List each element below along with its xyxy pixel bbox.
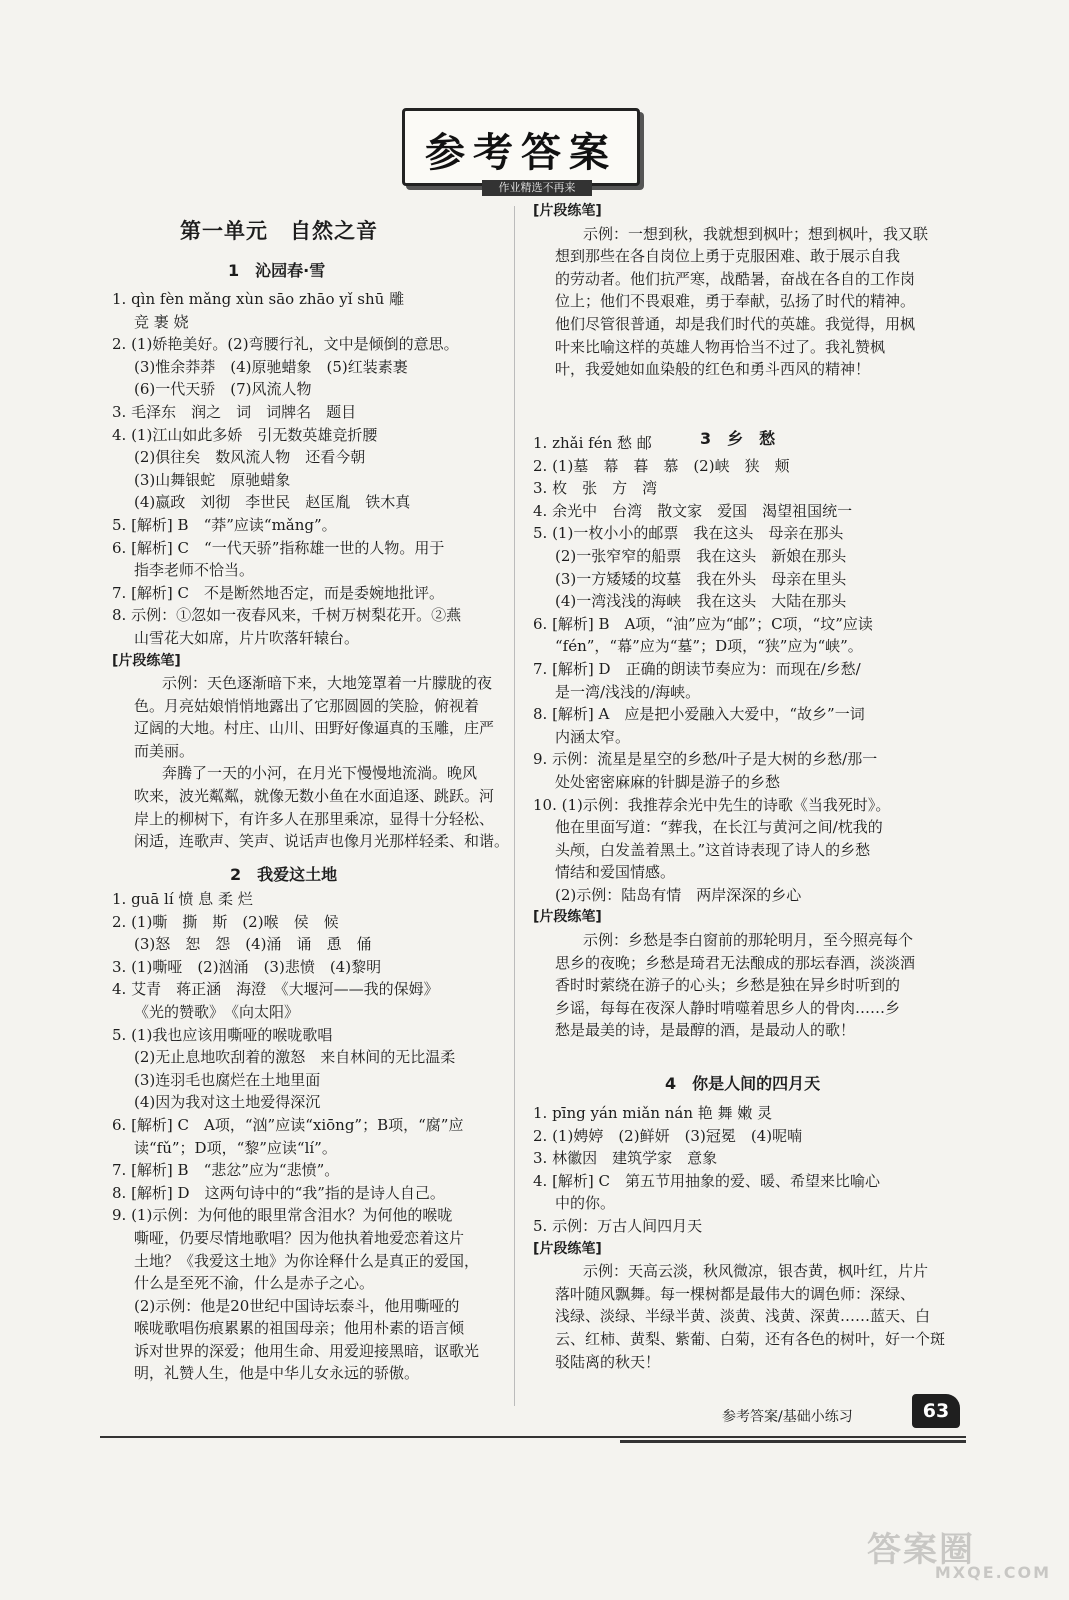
lesson4-line: 5. 示例：万古人间四月天 [533, 1216, 703, 1235]
lesson3-line: (4)一湾浅浅的海峡 我在这头 大陆在那头 [555, 592, 847, 611]
lesson4-line: 驳陆离的秋天！ [555, 1352, 661, 1371]
lesson4-title: 4 你是人间的四月天 [665, 1074, 821, 1093]
page-title: 参考答案 [425, 130, 617, 176]
lesson3-line: 他在里面写道：“葬我，在长江与黄河之间/枕我的 [555, 818, 883, 837]
lesson2-line: 嘶哑，仍要尽情地歌唱？因为他执着地爱恋着这片 [134, 1228, 465, 1247]
lesson3-line: 示例：乡愁是李白窗前的那轮明月，至今照亮每个 [583, 931, 914, 950]
lesson4-line: 示例：天高云淡，秋风微凉，银杏黄，枫叶红，片片 [583, 1262, 929, 1281]
lesson1-line: 色。月亮姑娘悄悄地露出了它那圆圆的笑脸，俯视着 [134, 696, 480, 715]
lesson2-line: 明，礼赞人生，他是中华儿女永远的骄傲。 [134, 1364, 420, 1383]
lesson3-line: 乡谣，每每在夜深人静时啃噬着思乡人的骨肉……乡 [555, 998, 901, 1017]
column-divider [514, 206, 515, 1406]
lesson4-line: 中的你。 [555, 1194, 616, 1213]
lesson1-line: 指李老师不恰当。 [134, 561, 255, 580]
lesson4-line: 2. (1)娉婷 (2)鲜妍 (3)冠冕 (4)呢喃 [533, 1126, 803, 1145]
lesson4-answers [533, 1102, 958, 1373]
lesson3-line: 8. [解析] A 应是把小爱融入大爱中，“故乡”一词 [533, 705, 865, 724]
lesson1-line: (4)嬴政 刘彻 李世民 赵匡胤 铁木真 [134, 493, 411, 512]
lesson3-line: [片段练笔] [533, 909, 602, 926]
lesson3-line: 3. 枚 张 方 湾 [533, 479, 658, 498]
lesson1-line: 而美丽。 [134, 741, 195, 760]
lesson2-line: 什么是至死不渝，什么是赤子之心。 [134, 1274, 375, 1293]
lesson3-line: (2)一张窄窄的船票 我在这头 新娘在那头 [555, 546, 847, 565]
lesson1-line: 3. 毛泽东 润之 词 词牌名 题目 [112, 402, 357, 421]
lesson1-line: 6. [解析] C “一代天骄”指称雄一世的人物。用于 [112, 538, 445, 557]
lesson1-line: 闲适，连歌声、笑声、说话声也像月光那样轻柔、和谐。 [134, 832, 510, 851]
lesson3-line: 愁是最美的诗，是最醇的酒，是最动人的歌！ [555, 1021, 856, 1040]
header-banner [402, 108, 638, 192]
right_intro-line: 示例：一想到秋，我就想到枫叶；想到枫叶，我又联 [583, 224, 929, 243]
lesson2-line: 喉咙歌唱伤痕累累的祖国母亲；他用朴素的语言倾 [134, 1319, 465, 1338]
lesson4-line: 落叶随风飘舞。每一棵树都是最伟大的调色师：深绿、 [555, 1284, 916, 1303]
lesson4-line: 云、红柿、黄梨、紫葡、白菊，还有各色的树叶，好一个斑 [555, 1329, 946, 1348]
lesson2-line: 读“fǔ”；D项，“黎”应读“lí”。 [134, 1138, 337, 1157]
right_intro-line: 位上；他们不畏艰难，勇于奉献，弘扬了时代的精神。 [555, 292, 916, 311]
lesson2-line: 1. guā lí 愤 息 柔 烂 [112, 890, 253, 908]
lesson3-line: 6. [解析] B A项，“油”应为“邮”；C项，“坟”应读 [533, 614, 873, 633]
lesson4-line: 4. [解析] C 第五节用抽象的爱、暖、希望来比喻心 [533, 1171, 881, 1190]
lesson3-line: 头颅，白发盖着黑土。”这首诗表现了诗人的乡愁 [555, 840, 871, 859]
lesson1-line: 示例：天色逐渐暗下来，大地笼罩着一片朦胧的夜 [162, 674, 493, 693]
right_intro-line: 的劳动者。他们抗严寒，战酷暑，奋战在各自的工作岗 [555, 269, 916, 288]
lesson2-line: 9. (1)示例：为何他的眼里常含泪水？为何他的喉咙 [112, 1206, 453, 1225]
lesson3-line: 10. (1)示例：我推荐余光中先生的诗歌《当我死时》。 [533, 795, 891, 814]
lesson2-line: 8. [解析] D 这两句诗中的“我”指的是诗人自己。 [112, 1183, 445, 1202]
lesson1-line: (2)俱往矣 数风流人物 还看今朝 [134, 448, 366, 467]
lesson1-line: 7. [解析] C 不是断然地否定，而是委婉地批评。 [112, 583, 445, 602]
lesson1-line: 辽阔的大地。村庄、山川、田野好像逼真的玉雕，庄严 [134, 719, 495, 738]
lesson3-line: 4. 余光中 台湾 散文家 爱国 渴望祖国统一 [533, 501, 853, 520]
lesson2-line: 《光的赞歌》 《向太阳》 [134, 1002, 300, 1021]
right-intro-answers [533, 200, 958, 381]
right_intro-line: [片段练笔] [533, 203, 602, 219]
lesson1-line: 4. (1)江山如此多娇 引无数英雄竞折腰 [112, 425, 378, 444]
page-number: 63 [912, 1394, 960, 1428]
lesson2-line: (2)无止息地吹刮着的激怒 来自林间的无比温柔 [134, 1048, 456, 1067]
lesson2-line: 土地？《我爱这土地》为你诠释什么是真正的爱国， [134, 1251, 480, 1270]
lesson2-line: (3)怒 恕 怨 (4)涌 诵 恿 俑 [134, 935, 372, 954]
unit-title: 第一单元 自然之音 [180, 219, 378, 243]
watermark-site: MXQE.COM [934, 1563, 1051, 1582]
lesson3-line: 内涵太窄。 [555, 727, 631, 746]
lesson2-title: 2 我爱这土地 [230, 865, 338, 884]
footer-rule-thick [620, 1440, 966, 1443]
lesson4-line: [片段练笔] [533, 1240, 602, 1257]
lesson2-line: 4. 艾青 蒋正涵 海澄 《大堰河——我的保姆》 [112, 980, 439, 999]
lesson2-line: (2)示例：他是20世纪中国诗坛泰斗，他用嘶哑的 [134, 1296, 460, 1315]
lesson3-line: 是一湾/浅浅的/海峡。 [555, 682, 701, 701]
lesson1-line: 2. (1)娇艳美好。(2)弯腰行礼，文中是倾倒的意思。 [112, 335, 459, 354]
lesson1-line: 8. 示例：①忽如一夜春风来，千树万树梨花开。②燕 [112, 606, 462, 625]
lesson4-line: 浅绿、淡绿、半绿半黄、淡黄、浅黄、深黄……蓝天、白 [555, 1307, 931, 1326]
lesson2-line: 诉对世界的深爱；他用生命、用爱迎接黑暗，讴歌光 [134, 1341, 480, 1360]
header-subtitle: 作业精选不再来 [482, 180, 592, 196]
lesson2-line: 2. (1)嘶 撕 斯 (2)喉 侯 候 [112, 912, 339, 931]
lesson1-line: 5. [解析] B “莽”应读“mǎng”。 [112, 515, 337, 534]
lesson2-line: 7. [解析] B “悲忿”应为“悲愤”。 [112, 1161, 340, 1180]
right_intro-line: 他们尽管很普通，却是我们时代的英雄。我觉得，用枫 [555, 314, 916, 333]
lesson1-title: 1 沁园春·雪 [228, 261, 326, 280]
watermark-logo [867, 1522, 1057, 1582]
lesson1-line: 1. qìn fèn mǎng xùn sāo zhāo yǐ shū 雕 [112, 290, 405, 308]
lesson3-line: 处处密密麻麻的针脚是游子的乡愁 [555, 772, 781, 791]
header-frame [402, 108, 640, 186]
lesson1-answers [112, 288, 510, 853]
lesson3-line: 5. (1)一枚小小的邮票 我在这头 母亲在那头 [533, 524, 844, 543]
lesson3-line: “fén”，“幕”应为“墓”；D项，“狭”应为“峡”。 [555, 637, 863, 656]
lesson3-line: (2)示例：陆岛有情 两岸深深的乡心 [555, 885, 802, 904]
lesson3-line: 7. [解析] D 正确的朗读节奏应为：而现在/乡愁/ [533, 659, 861, 678]
lesson1-line: 竞 裹 娆 [134, 312, 189, 331]
watermark-brand: 答案圈 [867, 1530, 975, 1570]
lesson1-line: (3)惟余莽莽 (4)原驰蜡象 (5)红装素裹 [134, 357, 408, 376]
lesson1-line: 奔腾了一天的小河，在月光下慢慢地流淌。晚风 [162, 764, 478, 783]
right_intro-line: 想到那些在各自岗位上勇于克服困难、敢于展示自我 [555, 247, 901, 266]
lesson1-line: (3)山舞银蛇 原驰蜡象 [134, 470, 291, 489]
lesson3-line: 1. zhǎi fén 愁 邮 [533, 434, 652, 452]
lesson3-line: 情结和爱国情感。 [555, 863, 676, 882]
lesson1-line: 岸上的柳树下，有许多人在那里乘凉，显得十分轻松、 [134, 809, 495, 828]
lesson1-line: 吹来，波光粼粼，就像无数小鱼在水面追逐、跳跃。河 [134, 787, 495, 806]
lesson2-line: (4)因为我对这土地爱得深沉 [134, 1093, 321, 1112]
lesson1-line: (6)一代天骄 (7)风流人物 [134, 380, 312, 399]
lesson2-line: 5. (1)我也应该用嘶哑的喉咙歌唱 [112, 1025, 333, 1044]
lesson3-title: 3 乡 愁 [700, 429, 776, 448]
footer-rule [100, 1436, 966, 1438]
lesson2-line: (3)连羽毛也腐烂在土地里面 [134, 1070, 321, 1089]
right_intro-line: 叶来比喻这样的英雄人物再恰当不过了。我礼赞枫 [555, 337, 886, 356]
lesson2-answers [112, 888, 507, 1385]
lesson2-line: 6. [解析] C A项，“汹”应读“xiōng”；B项，“腐”应 [112, 1115, 464, 1134]
footer-label: 参考答案/基础小练习 [722, 1409, 853, 1425]
lesson3-line: 2. (1)墓 幕 暮 慕 (2)峡 狭 颊 [533, 456, 790, 475]
lesson4-line: 3. 林徽因 建筑学家 意象 [533, 1149, 718, 1168]
lesson3-line: 香时时萦绕在游子的心头；乡愁是独在异乡时听到的 [555, 976, 901, 995]
lesson1-line: [片段练笔] [112, 652, 181, 669]
lesson4-line: 1. pīng yán miǎn nán 艳 舞 嫩 灵 [533, 1104, 773, 1122]
lesson3-answers [533, 432, 958, 1042]
lesson3-line: (3)一方矮矮的坟墓 我在外头 母亲在里头 [555, 569, 847, 588]
lesson1-line: 山雪花大如席，片片吹落轩辕台。 [134, 628, 360, 647]
right_intro-line: 叶，我爱她如血染般的红色和勇斗西风的精神！ [555, 360, 871, 379]
lesson3-line: 9. 示例：流星是星空的乡愁/叶子是大树的乡愁/那一 [533, 750, 878, 769]
lesson2-line: 3. (1)嘶哑 (2)汹涌 (3)悲愤 (4)黎明 [112, 957, 382, 976]
lesson3-line: 思乡的夜晚；乡愁是琦君无法酿成的那坛春酒，淡淡酒 [555, 953, 916, 972]
